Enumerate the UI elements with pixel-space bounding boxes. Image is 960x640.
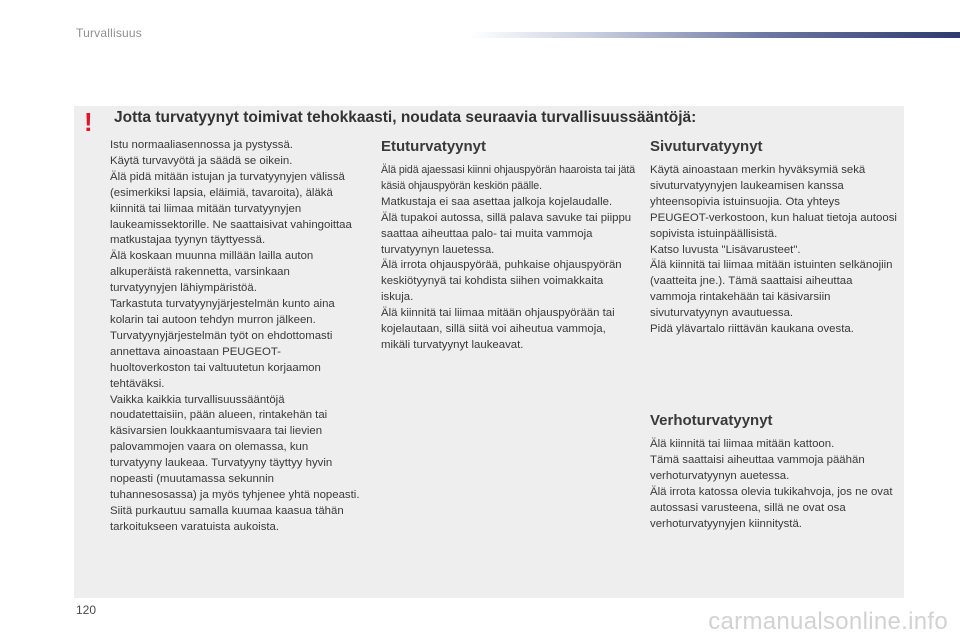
front-airbags-text: Matkustaja ei saa asettaa jalkoja kojelaudalle. Älä tupakoi autossa, sillä palava savuke tai piippu saattaa aiheuttaa palo- tai muita vammoja turvatyynyn lauetessa. Älä irrota ohjauspyörää, puhkaise ohjauspyörän keskiötyynyä tai kohdista siihen voimakkaita iskuja. Älä kiinnitä tai liimaa mitään ohjauspyörään tai kojelautaan, sillä siitä voi aiheutua vammoja, mikäli turvatyynyt laukeavat.: [381, 195, 632, 351]
side-airbags-section: [650, 138, 900, 338]
general-rules-text: Istu normaaliasennossa ja pystyssä. Käytä turvavyötä ja säädä se oikein. Älä pidä mitään istujan ja turvatyynyjen välissä (esimerkiksi lapsia, eläimiä, tavaroita), äläkä kiinnitä tai liimaa mitään turvatyynyjen laukeamissektorille. Ne saattaisivat vahingoittaa matkustajaa tyynyn täyttyessä. Älä koskaan muunna millään lailla auton alkuperäistä rakennetta, varsinkaan turvatyynyjen lähiympäristöä. Tarkastuta turvatyynyjärjestelmän kunto aina kolarin tai autoon tehdyn murron jälkeen. Turvatyynyjärjestelmän työt on ehdottomasti annettava ainoastaan PEUGEOT-huoltoverkoston tai valtuutetun korjaamon tehtäväksi. Vaikka kaikkia turvallisuussääntöjä noudatettaisiin, pään alueen, rintakehän tai käsivarsien loukkaantumisvaara tai lievien palovammojen vaara on olemassa, kun turvatyyny laukeaa. Turvatyyny täyttyy hyvin nopeasti (muutamassa sekunnin tuhannesosassa) ja myös tyhjenee yhtä nopeasti. Siitä purkautuu samalla kuumaa kaasua tähän tarkoitukseen varatuista aukoista.: [110, 139, 360, 533]
side-airbags-heading: Sivuturvatyynyt: [650, 138, 763, 155]
front-airbags-steering-text: Älä pidä ajaessasi kiinni ohjauspyörän haaroista tai jätä käsiä ohjauspyörän keskiön päälle.: [381, 164, 636, 192]
watermark: carmanualsonline.info: [708, 608, 948, 635]
front-airbags-section: [381, 138, 636, 354]
section-label: Turvallisuus: [76, 26, 142, 40]
exclamation-icon: !: [84, 107, 93, 137]
general-rules-column: [110, 138, 360, 536]
page-number: 120: [76, 603, 97, 617]
curtain-airbags-heading: Verhoturvatyynyt: [650, 412, 773, 429]
front-airbags-heading: Etuturvatyynyt: [381, 138, 487, 155]
curtain-airbags-text: Älä kiinnitä tai liimaa mitään kattoon. Tämä saattaisi aiheuttaa vammoja päähän verhoturvatyynyn auetessa. Älä irrota katossa olevia tukikahvoja, jos ne ovat autossasi varusteena, sillä ne ovat osa verhoturvatyynyjen kiinnitystä.: [650, 438, 893, 530]
warning-title: Jotta turvatyynyt toimivat tehokkaasti, noudata seuraavia turvallisuussääntöjä:: [114, 109, 697, 126]
curtain-airbags-section: [650, 412, 900, 532]
side-airbags-text: Käytä ainoastaan merkin hyväksymiä sekä sivuturvatyynyjen laukeamisen kanssa yhteensopivia istuinsuojia. Ota yhteys PEUGEOT-verkostoon, kun haluat tietoja autoosi sopivista istuinpäällisistä. Katso luvusta "Lisävarusteet". Älä kiinnitä tai liimaa mitään istuinten selkänojiin (vaatteita jne.). Tämä saattaisi aiheuttaa vammoja rintakehään tai käsivarsiin sivuturvatyynyn avautuessa. Pidä ylävartalo riittävän kaukana ovesta.: [650, 164, 897, 336]
header-gradient-bar: [470, 32, 960, 38]
